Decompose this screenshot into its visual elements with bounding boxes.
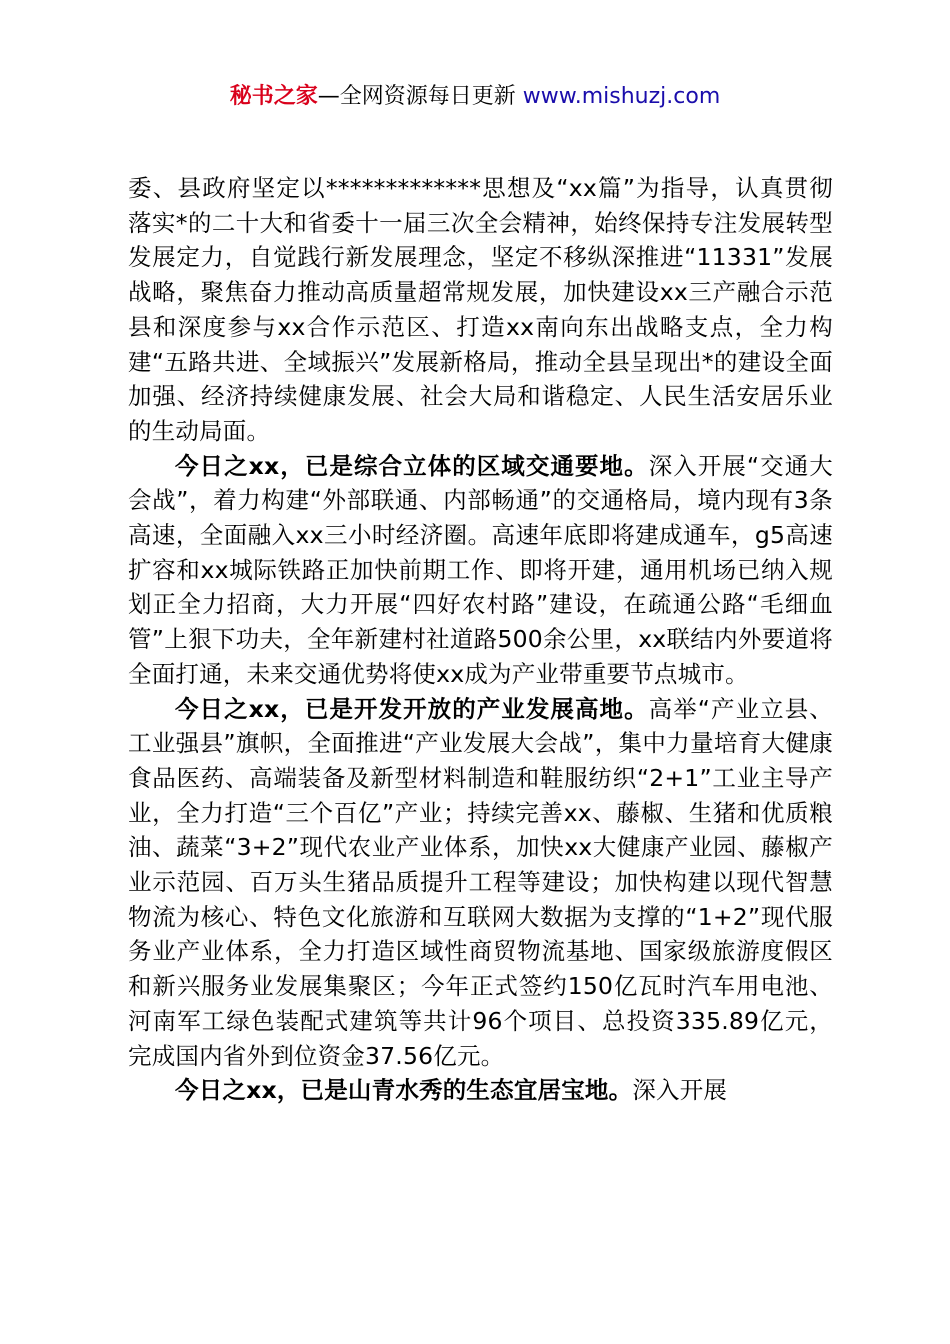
website-link[interactable]: www.mishuzj.com bbox=[522, 84, 721, 109]
paragraph-text: 深入开展“交通大会战”，着力构建“外部联通、内部畅通”的交通格局，境内现有3条高速，全面融入xx三小时经济圈。高速年底即将建成通车，g5高速扩容和xx城际铁路正加快前期工作、即将开建，通用机场已纳入规划正全力招商，大力开展“四好农村路”建设，在疏通公路“毛细血管”上狠下功夫，全年新建村社道路500余公里，xx联结内外要道将全面打通，未来交通优势将使xx成为产业带重要节点城市。 bbox=[128, 451, 833, 688]
brand-name: 秘书之家 bbox=[229, 84, 318, 109]
document-body bbox=[128, 171, 833, 1108]
header-tagline: —全网资源每日更新 bbox=[317, 84, 523, 109]
paragraph-industry bbox=[128, 692, 833, 1074]
paragraph-intro bbox=[128, 171, 833, 449]
paragraph-text: 高举“产业立县、工业强县”旗帜，全面推进“产业发展大会战”，集中力量培育大健康食品医药、高端装备及新型材料制造和鞋服纺织“2+1”工业主导产业，全力打造“三个百亿”产业；持续完善xx、藤椒、生猪和优质粮油、蔬菜“3+2”现代农业产业体系，加快xx大健康产业园、藤椒产业示范园、百万头生猪品质提升工程等建设；加快构建以现代智慧物流为核心、特色文化旅游和互联网大数据为支撑的“1+2”现代服务业产业体系，全力打造区域性商贸物流基地、国家级旅游度假区和新兴服务业发展集聚区；今年正式签约150亿瓦时汽车用电池、河南军工绿色装配式建筑等共计96个项目、总投资335.89亿元，完成国内省外到位资金37.56亿元。 bbox=[128, 694, 833, 1070]
paragraph-text: 深入开展 bbox=[632, 1076, 728, 1105]
paragraph-heading: 今日之xx，已是综合立体的区域交通要地。 bbox=[175, 451, 649, 480]
site-header bbox=[0, 82, 950, 112]
paragraph-ecology bbox=[128, 1073, 833, 1108]
paragraph-heading: 今日之xx，已是山青水秀的生态宜居宝地。 bbox=[175, 1076, 633, 1105]
paragraph-heading: 今日之xx，已是开发开放的产业发展高地。 bbox=[175, 694, 649, 723]
paragraph-transport bbox=[128, 449, 833, 692]
paragraph-text: 委、县政府坚定以*************思想及“xx篇”为指导，认真贯彻落实*的二十大和省委十一届三次全会精神，始终保持专注发展转型发展定力，自觉践行新发展理念，坚定不移纵深推进“11331”发展战略，聚焦奋力推动高质量超常规发展，加快建设xx三产融合示范县和深度参与xx合作示范区、打造xx南向东出战略支点，全力构建“五路共进、全域振兴”发展新格局，推动全县呈现出*的建设全面加强、经济持续健康发展、社会大局和谐稳定、人民生活安居乐业的生动局面。 bbox=[128, 174, 833, 445]
